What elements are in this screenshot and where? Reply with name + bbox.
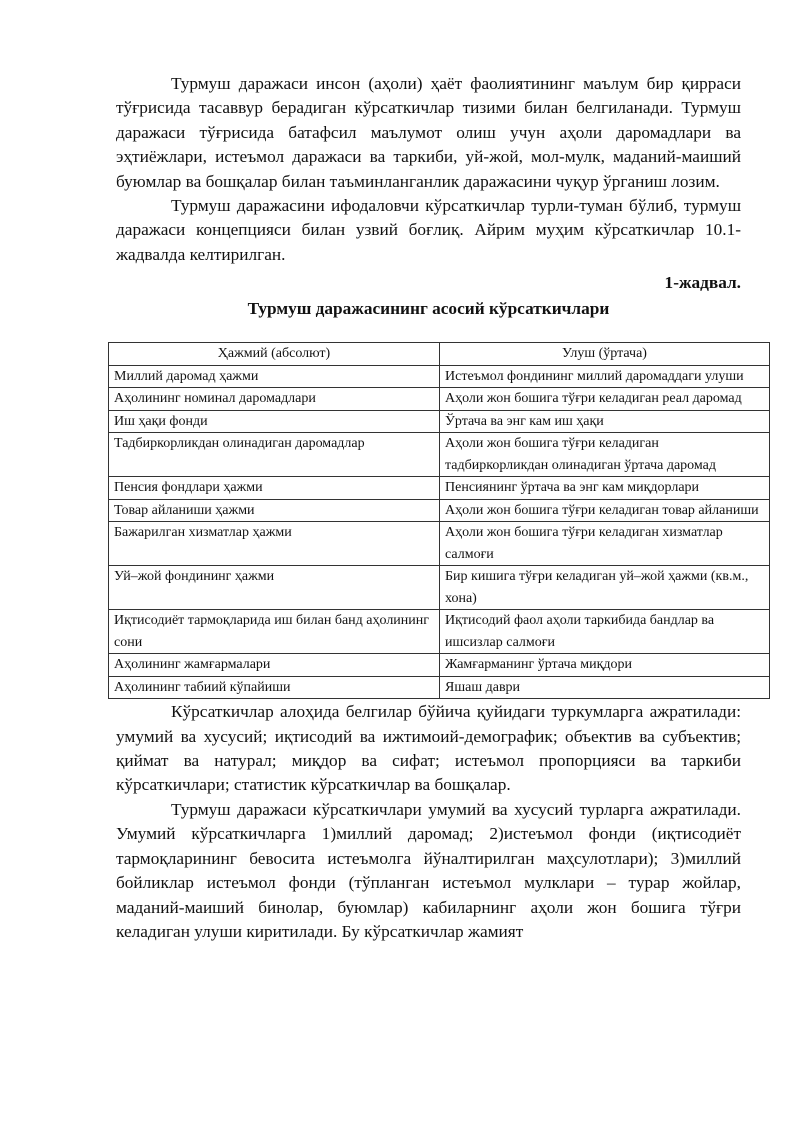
table-cell-absolute: Пенсия фондлари ҳажми (109, 477, 440, 500)
intro-paragraph-2: Турмуш даражасини ифодаловчи кўрсаткичлар турли-туман бўлиб, турмуш даражаси концепцияси билан узвий боғлиқ. Айрим муҳим кўрсаткичлар 10.1-жадвалда келтирилган. (116, 196, 741, 264)
table-cell-absolute: Уй–жой фондининг ҳажми (109, 566, 440, 610)
table-cell-absolute: Иш ҳақи фонди (109, 410, 440, 433)
header-share: Улуш (ўртача) (440, 343, 770, 366)
table-header-row (109, 343, 770, 366)
table-cell-absolute: Иқтисодиёт тармоқларида иш билан банд аҳолининг сони (109, 610, 440, 654)
table-title: Турмуш даражасининг асосий кўрсаткичлари (247, 299, 610, 319)
intro-paragraph-1: Турмуш даражаси инсон (аҳоли) ҳаёт фаолиятининг маълум бир қирраси тўғрисида тасаввур берадиган кўрсаткичлар тизими билан белгиланади. Турмуш даражаси тўғрисида батафсил маълумот олиш учун аҳоли даромадлари ва эҳтиёжлари, истеъмол даражаси ва таркиби, уй-жой, мол-мулк, маданий-маиший буюмлар ва бошқалар билан таъминланганлик даражасини чуқур ўрганиш лозим. (116, 74, 741, 191)
table-row (109, 410, 770, 433)
document-page (114, 72, 759, 944)
table-row (109, 365, 770, 388)
table-row (109, 522, 770, 566)
header-absolute: Ҳажмий (абсолют) (109, 343, 440, 366)
table-cell-share: Аҳоли жон бошига тўғри келадиган хизматлар салмоғи (440, 522, 770, 566)
table-cell-absolute: Аҳолининг жамғармалари (109, 654, 440, 677)
body-paragraph-2: Турмуш даражаси кўрсаткичлари умумий ва хусусий турларга ажратилади. Умумий кўрсаткичларга 1)миллий даромад; 2)истеъмол фонди (иқтисодиёт тармоқларининг бевосита истеъмолга йўналтирилган маҳсулотлари); 3)миллий бойликлар истеъмол фонди (тўпланган истеъмол мулклари – турар жойлар, маданий-маиший бинолар, буюмлар) кабиларнинг аҳоли жон бошига тўғри келадиган улуши киритилади. Бу кўрсаткичлар жамият (116, 799, 741, 941)
table-cell-absolute: Бажарилган хизматлар ҳажми (109, 522, 440, 566)
body-paragraph-1: Кўрсаткичлар алоҳида белгилар бўйича қуйидаги туркумларга ажратилади: умумий ва хусусий; иқтисодий ва ижтимоий-демографик; объектив ва субъектив; қиймат ва натурал; миқдор ва сифат; истеъмол пропорцияси ва таркиби кўрсаткичлари; статистик кўрсаткичлар ва бошқалар. (116, 702, 741, 795)
table-cell-share: Бир кишига тўғри келадиган уй–жой ҳажми (кв.м., хона) (440, 566, 770, 610)
table-cell-absolute: Аҳолининг номинал даромадлари (109, 388, 440, 411)
table-row (109, 610, 770, 654)
table-cell-share: Жамғарманинг ўртача миқдори (440, 654, 770, 677)
table-cell-share: Яшаш даври (440, 676, 770, 699)
table-cell-share: Аҳоли жон бошига тўғри келадиган тадбиркорликдан олинадиган ўртача даромад (440, 433, 770, 477)
table-row (109, 676, 770, 699)
table-cell-share: Пенсиянинг ўртача ва энг кам миқдорлари (440, 477, 770, 500)
table-label: 1-жадвал. (664, 273, 741, 293)
table-cell-absolute: Аҳолининг табиий кўпайиши (109, 676, 440, 699)
indicators-table (108, 342, 770, 699)
table-cell-absolute: Миллий даромад ҳажми (109, 365, 440, 388)
table-cell-share: Иқтисодий фаол аҳоли таркибида бандлар ва ишсизлар салмоғи (440, 610, 770, 654)
table-row (109, 566, 770, 610)
table-cell-absolute: Тадбиркорликдан олинадиган даромадлар (109, 433, 440, 477)
table-cell-share: Аҳоли жон бошига тўғри келадиган реал даромад (440, 388, 770, 411)
table-row (109, 477, 770, 500)
table-cell-share: Аҳоли жон бошига тўғри келадиган товар айланиши (440, 499, 770, 522)
table-cell-share: Ўртача ва энг кам иш ҳақи (440, 410, 770, 433)
table-cell-share: Истеъмол фондининг миллий даромаддаги улуши (440, 365, 770, 388)
table-cell-absolute: Товар айланиши ҳажми (109, 499, 440, 522)
table-row (109, 388, 770, 411)
table-row (109, 433, 770, 477)
table-row (109, 499, 770, 522)
table-row (109, 654, 770, 677)
